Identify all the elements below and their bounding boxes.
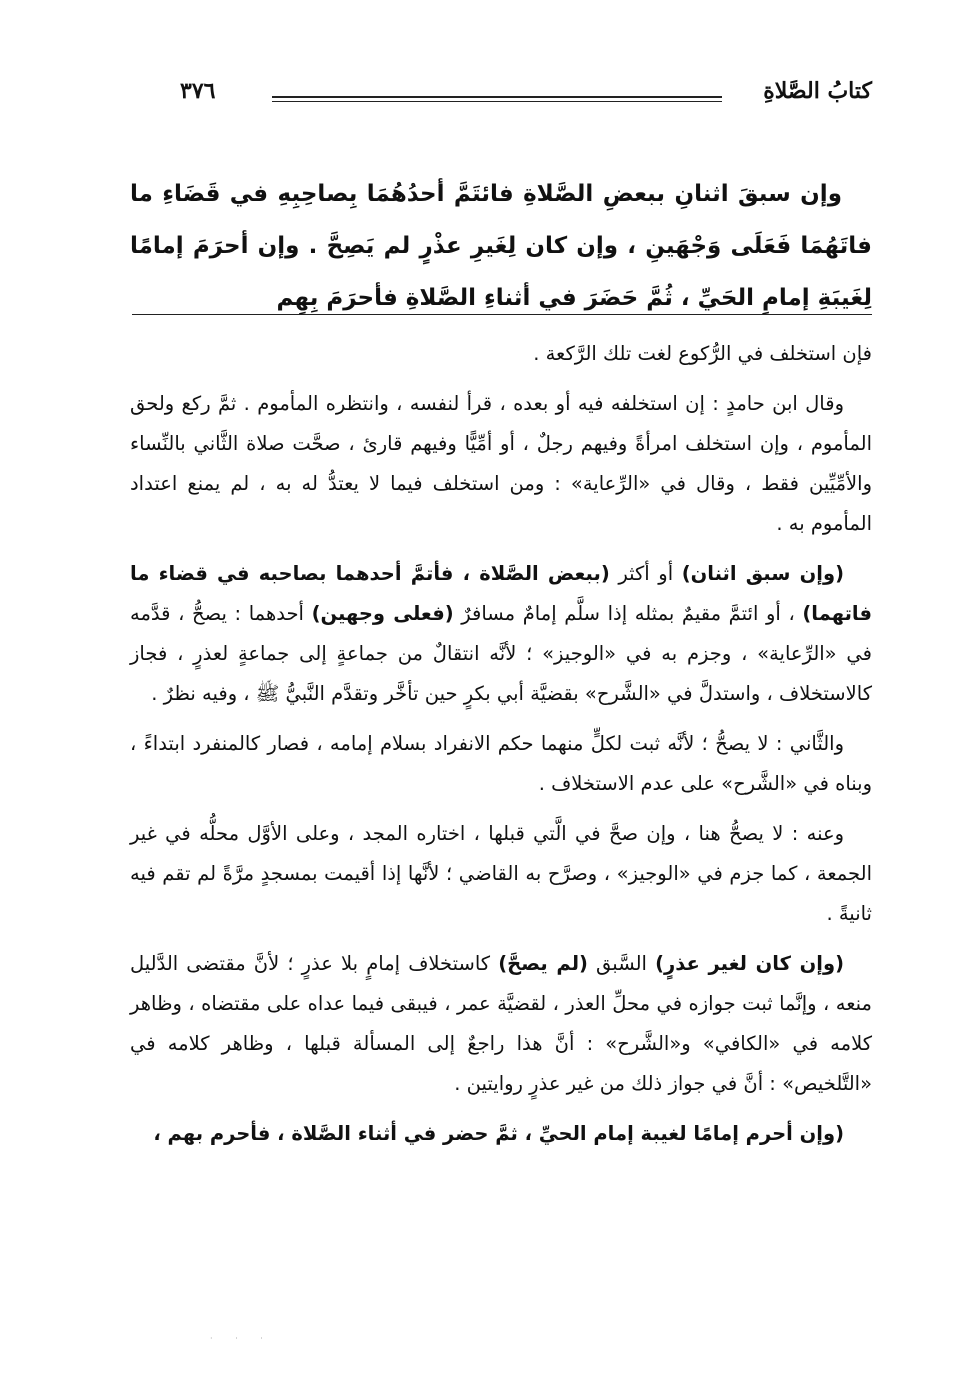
matn-text-block xyxy=(130,168,872,324)
scan-specks: · · · xyxy=(210,1334,273,1343)
commentary-paragraph-3 xyxy=(130,554,872,714)
commentary-paragraph-6 xyxy=(130,944,872,1104)
commentary-text: أو أكثر xyxy=(609,562,682,585)
matn-divider-rule xyxy=(132,314,872,315)
commentary-paragraph-7 xyxy=(130,1114,872,1154)
commentary-text: ، أو ائتمَّ مقيمٌ بمثله إذا سلَّم إمامٌ مسافرٌ xyxy=(453,602,803,625)
page-number: ٣٧٦ xyxy=(180,78,216,104)
header-rule xyxy=(272,96,722,102)
quoted-matn: (فعلى وجهين) xyxy=(311,602,454,625)
commentary-paragraph-5: وعنه : لا يصحُّ هنا ، وإن صحَّ في الَّتي قبلها ، اختاره المجد ، وعلى الأوَّل محلُّه في غير الجمعة ، كما جزم في «الوجيز» ، وصرَّح به القاضي ؛ لأنَّها إذا أقيمت بمسجدٍ مرَّةً لم تقم فيه ثانيةً . xyxy=(130,822,872,925)
commentary-paragraph-2: وقال ابن حامدٍ : إن استخلفه فيه أو بعده ، قرأ لنفسه ، وانتظره المأموم . ثمَّ ركع ولحق المأموم ، وإن استخلف امرأةً وفيهم رجلٌ ، أو أمِّيًّا وفيهم قارئ ، صحَّت صلاة الثَّاني بالنِّساء والأمِّيِّين فقط ، وقال في «الرِّعاية» : ومن استخلف فيما لا يعتدُّ له به ، لم يمنع اعتداد المأموم به . xyxy=(130,392,872,535)
running-header xyxy=(180,78,872,118)
commentary-text: كاستخلاف إمامٍ بلا عذرٍ ؛ لأنَّ مقتضى الدَّليل منعه ، وإنَّما ثبت جوازه في محلِّ العذر ، لقضيَّة عمر ، فيبقى فيما عداه على مقتضاه ، وظاهر كلامه في «الكافي» و«الشَّرح» : أنَّ هذا راجعٌ إلى المسألة قبلها ، وظاهر كلامه في «التَّلخيص» : أنَّ في جواز ذلك من غير عذرٍ روايتين . xyxy=(130,952,872,1095)
chapter-title: كتابُ الصَّلاةِ xyxy=(763,78,872,104)
commentary-paragraph-4: والثَّاني : لا يصحُّ ؛ لأنَّه ثبت لكلٍّ منهما حكم الانفراد بسلام إمامه ، فصار كالمنفرد ابتداءً ، وبناه في «الشَّرح» على عدم الاستخلاف . xyxy=(130,732,872,795)
commentary-paragraph-1: فإن استخلف في الرُّكوع لغت تلك الرَّكعة . xyxy=(533,342,872,365)
commentary-block xyxy=(130,334,872,1164)
quoted-matn: (وإن سبق اثنان) xyxy=(681,562,844,585)
commentary-text: السَّبق xyxy=(587,952,656,975)
quoted-matn: (وإن أحرم إمامًا لغيبة إمام الحيِّ ، ثمَّ حضر في أثناء الصَّلاة ، فأحرم بهم ، xyxy=(153,1122,844,1145)
quoted-matn: (وإن كان لغير عذرٍ) xyxy=(655,952,844,975)
quoted-matn: (ببعض الصَّلاة ، فأتمَّ أحدهما بصاحبه في قضاء ما فاتهما) xyxy=(130,562,872,625)
quoted-matn: (لم يصحَّ) xyxy=(498,952,588,975)
commentary-text: أحدهما : يصحُّ ، قدَّمه في «الرِّعاية» ، وجزم به في «الوجيز» ؛ لأنَّه انتقالٌ من جماعةٍ إلى جماعةٍ لعذرٍ ، فجاز كالاستخلاف ، واستدلَّ في «الشَّرح» بقضيَّة أبي بكرٍ حين تأخَّر وتقدَّم النَّبيُّ ﷺ ، وفيه نظرٌ . xyxy=(130,602,872,705)
matn-paragraph: وإن سبقَ اثنانِ ببعضِ الصَّلاةِ فائتَمَّ أحدُهُمَا بِصاحِبِهِ في قَضَاءِ ما فاتَهُمَا فَعَلَى وَجْهَينِ ، وإن كان لِغَيرِ عذْرٍ لم يَصِحَّ . وإن أحرَمَ إمامًا لِغَيبَةِ إمامِ الحَيِّ ، ثُمَّ حَضَرَ في أثناءِ الصَّلاةِ فأحرَمَ بِهِم xyxy=(130,181,872,311)
